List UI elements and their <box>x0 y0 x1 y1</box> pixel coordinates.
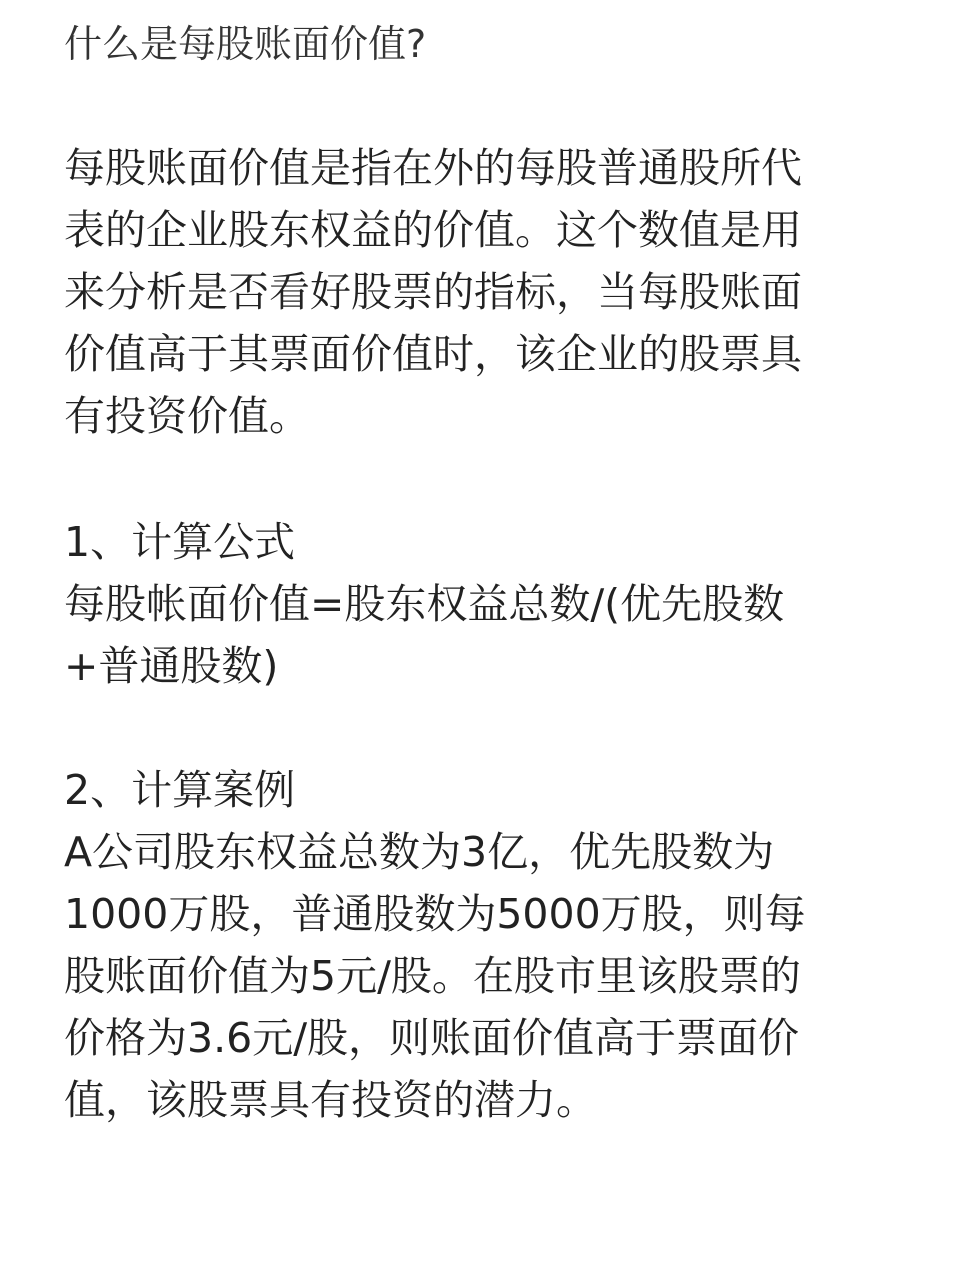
definition-line-4: 价值高于其票面价值时，该企业的股票具 <box>64 330 802 378</box>
example-line-1: A公司股东权益总数为3亿，优先股数为 <box>64 828 775 876</box>
example-line-4: 价格为3.6元/股，则账面价值高于票面价 <box>64 1014 800 1062</box>
formula-line-1: 每股帐面价值=股东权益总数/(优先股数 <box>64 580 785 628</box>
formula-line-2: +普通股数) <box>64 642 279 690</box>
example-line-3: 股账面价值为5元/股。在股市里该股票的 <box>64 952 801 1000</box>
example-heading: 2、计算案例 <box>64 766 296 814</box>
page-title: 什么是每股账面价值? <box>64 22 427 66</box>
example-line-2: 1000万股，普通股数为5000万股，则每 <box>64 890 806 938</box>
definition-line-2: 表的企业股东权益的价值。这个数值是用 <box>64 206 802 254</box>
example-line-5: 值，该股票具有投资的潜力。 <box>64 1076 597 1124</box>
formula-heading: 1、计算公式 <box>64 518 296 566</box>
definition-line-3: 来分析是否看好股票的指标，当每股账面 <box>64 268 802 316</box>
definition-line-5: 有投资价值。 <box>64 392 310 440</box>
definition-line-1: 每股账面价值是指在外的每股普通股所代 <box>64 144 802 192</box>
